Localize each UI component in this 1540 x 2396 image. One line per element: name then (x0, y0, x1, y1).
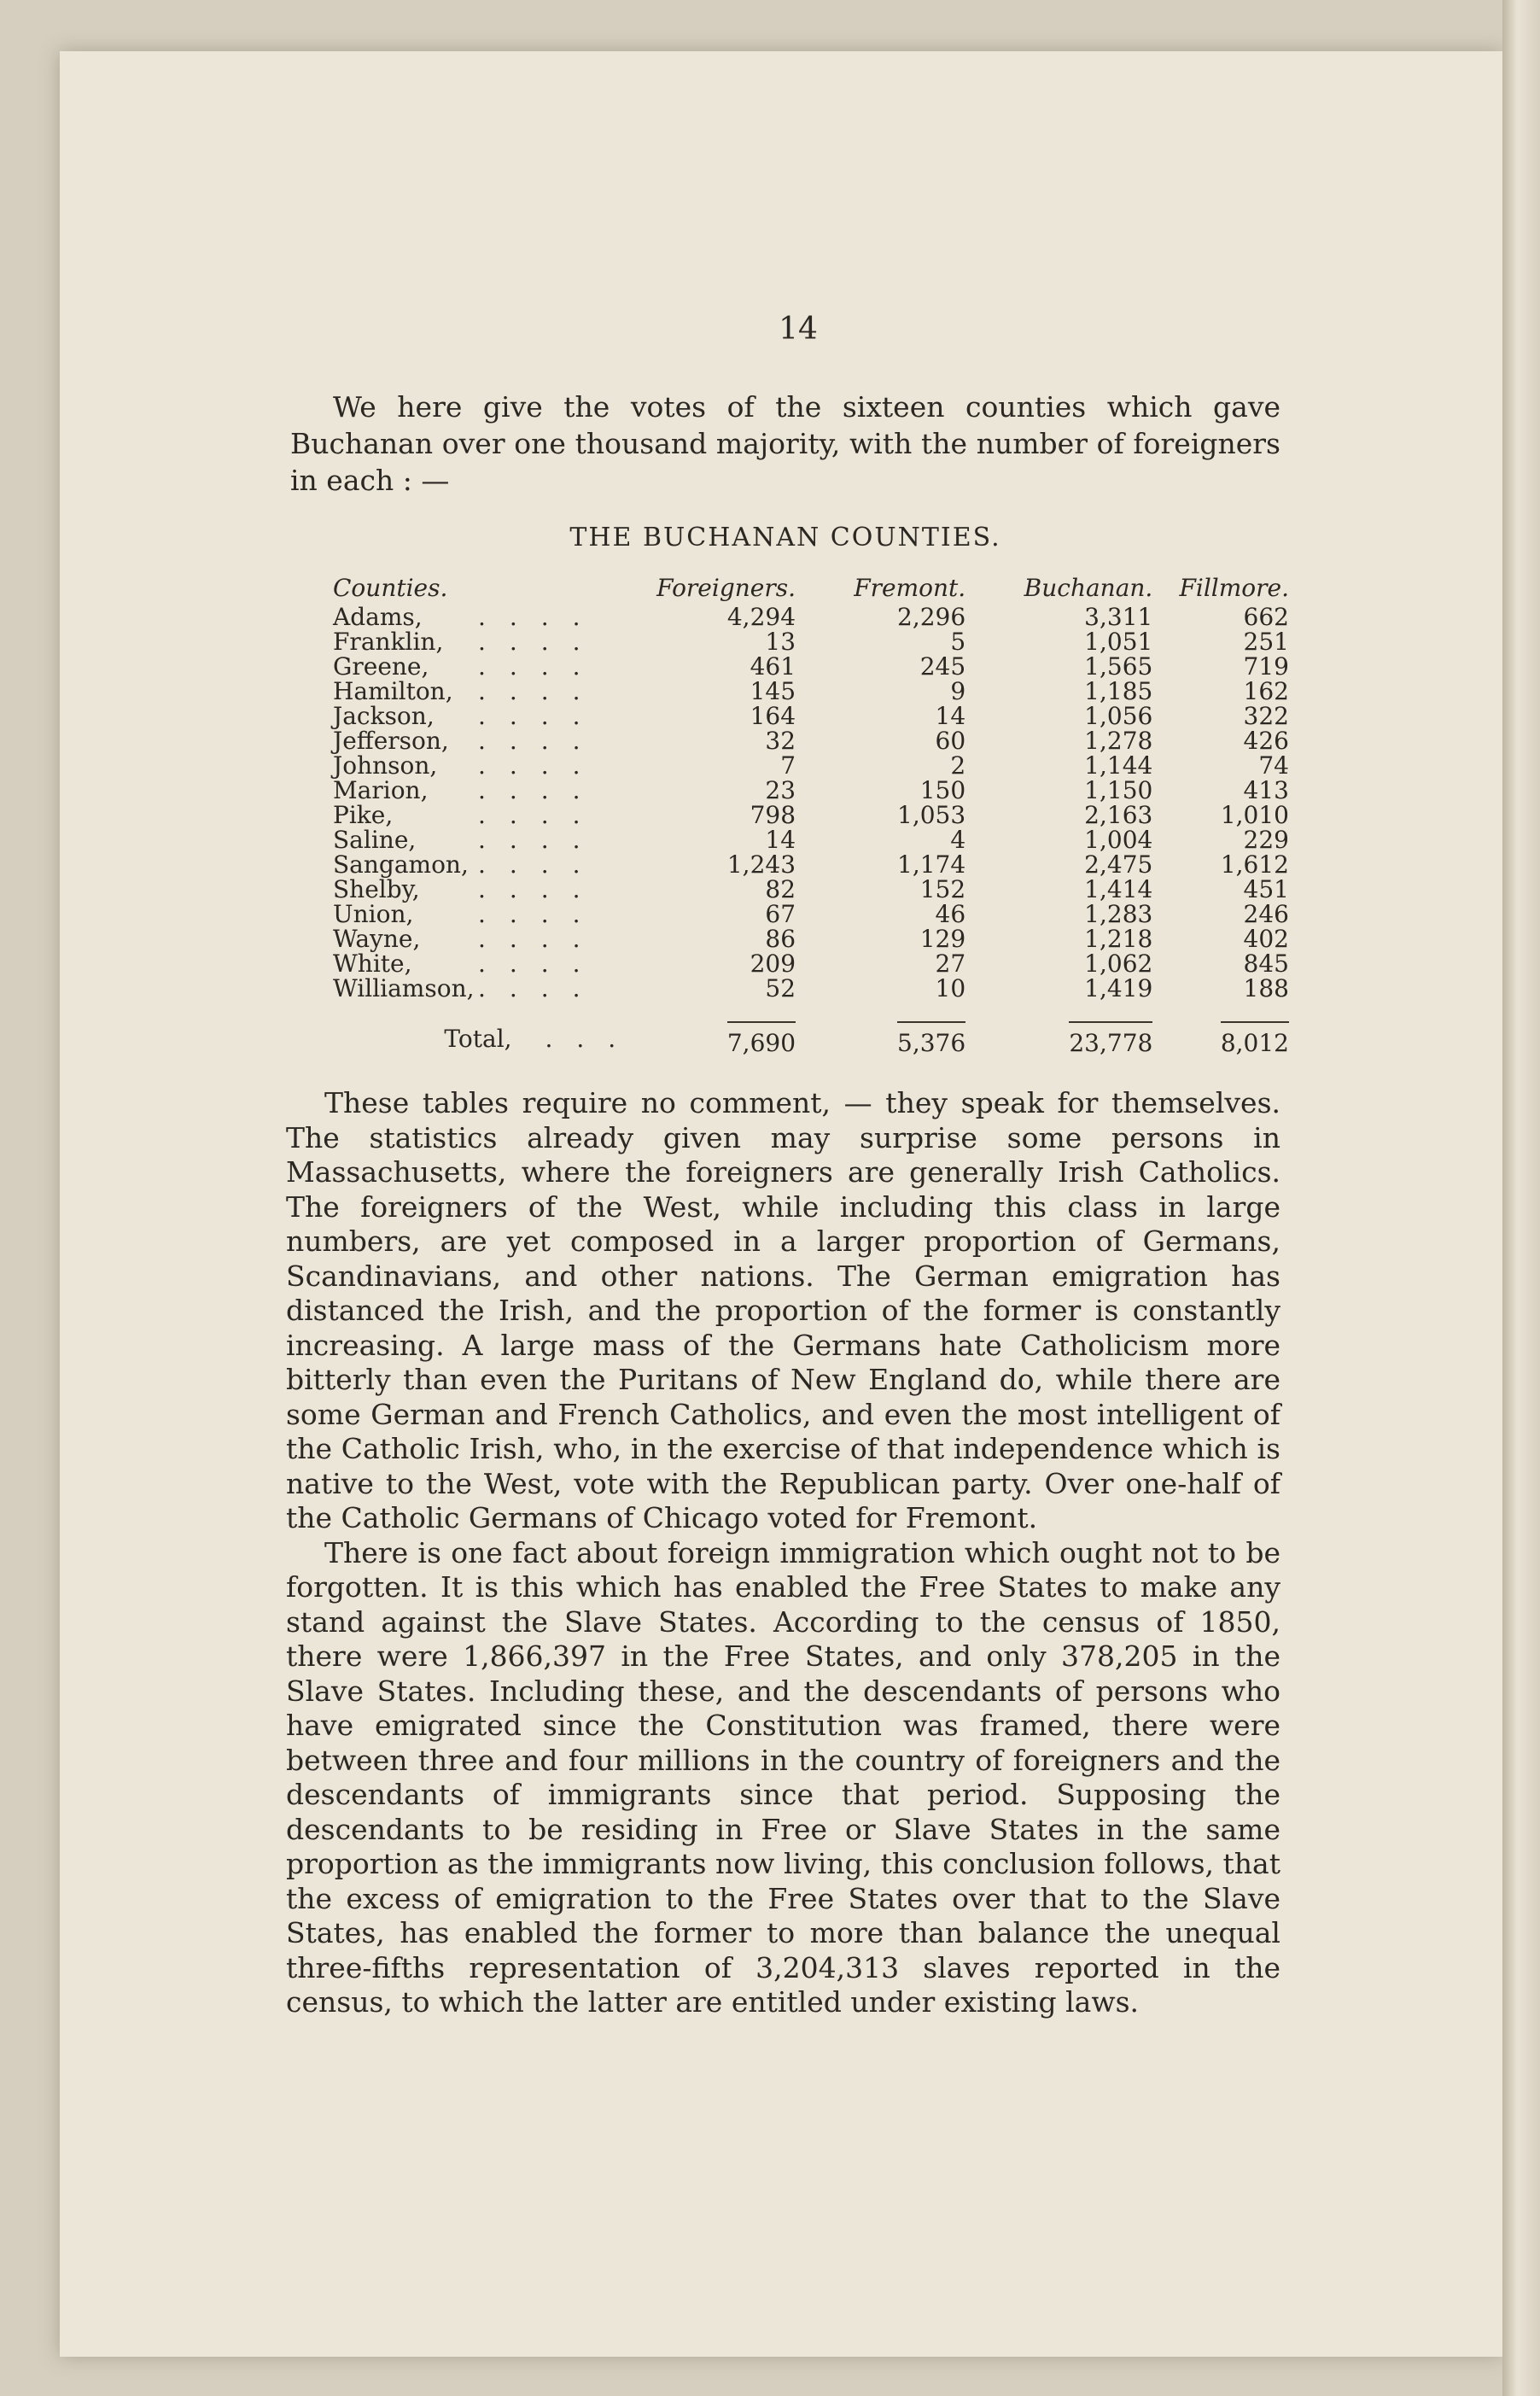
fillmore-cell: 246 (1243, 900, 1289, 928)
county-cell: Johnson, (333, 751, 438, 780)
dot-leader: .... (477, 677, 604, 705)
fillmore-cell: 662 (1243, 603, 1289, 631)
fillmore-cell: 719 (1243, 652, 1289, 681)
table-row (333, 951, 1289, 976)
dot-leader: .... (477, 702, 604, 730)
foreigners-cell: 209 (750, 950, 796, 978)
table-row (333, 877, 1289, 902)
dot-leader: .... (477, 850, 604, 879)
buchanan-cell: 1,565 (1084, 652, 1153, 681)
foreigners-cell: 32 (765, 727, 796, 755)
foreigners-cell: 13 (765, 628, 796, 656)
foreigners-cell: 67 (765, 900, 796, 928)
dot-leader: .... (477, 974, 604, 1002)
book-spine (1502, 0, 1540, 2396)
foreigners-cell: 164 (750, 702, 796, 730)
fillmore-cell: 1,010 (1220, 801, 1289, 829)
dot-leader: .... (477, 801, 604, 829)
header-spacer (478, 570, 656, 605)
header-counties: Counties. (333, 573, 448, 602)
total-fillmore: 8,012 (1221, 1021, 1289, 1057)
table-body (333, 605, 1289, 1001)
table-row (333, 704, 1289, 728)
buchanan-cell: 2,163 (1084, 801, 1153, 829)
page-number: 14 (779, 312, 818, 347)
table-title: THE BUCHANAN COUNTIES. (569, 523, 1001, 552)
buchanan-cell: 1,278 (1084, 727, 1153, 755)
dot-leader: .... (477, 950, 604, 978)
buchanan-cell: 1,051 (1084, 628, 1153, 656)
fillmore-cell: 402 (1243, 925, 1289, 953)
foreigners-cell: 23 (765, 776, 796, 804)
foreigners-cell: 461 (750, 652, 796, 681)
intro-paragraph: We here give the votes of the sixteen counties which gave Buchanan over one thousand majority, with the number of foreigners in each : — (290, 390, 1280, 497)
dot-leader: .... (477, 925, 604, 953)
foreigners-cell: 52 (765, 974, 796, 1002)
county-cell: Sangamon, (333, 850, 469, 879)
fillmore-cell: 845 (1243, 950, 1289, 978)
dot-leader: .... (477, 776, 604, 804)
fillmore-cell: 188 (1243, 974, 1289, 1002)
dot-leader: .... (477, 900, 604, 928)
foreigners-cell: 82 (765, 875, 796, 903)
table-row (333, 753, 1289, 778)
foreigners-cell: 145 (750, 677, 796, 705)
county-cell: Wayne, (333, 925, 421, 953)
table-header-row (333, 570, 1289, 605)
paragraph-immigration: There is one fact about foreign immigration which ought not to be forgotten. It is this which has enabled the Free States to make any stand against the Slave States. According to the census of 1850, there were 1,866,397 in the Free States, and only 378,205 in the Slave States. Including these, and the descendants of persons who have emigrated since the Constitution was framed, there were between three and four millions in the country of foreigners and the descendants of immigrants since that period. Supposing the descendants to be residing in Free or Slave States in the same proportion as the immigrants now living, this conclusion follows, that the excess of emigration to the Free States over that to the Slave States, has enabled the former to more than balance the unequal three-fifths representation of 3,204,313 slaves reported in the census, to which the latter are entitled under existing laws. (286, 1535, 1280, 2019)
dot-leader: .... (477, 826, 604, 854)
fillmore-cell: 1,612 (1220, 850, 1289, 879)
total-buchanan: 23,778 (1069, 1021, 1152, 1057)
fillmore-cell: 74 (1258, 751, 1289, 780)
foreigners-cell: 1,243 (726, 850, 796, 879)
table-row (333, 803, 1289, 827)
total-label: Total, (444, 1025, 512, 1053)
total-dots: ... (545, 1025, 640, 1053)
county-cell: Adams, (333, 603, 423, 631)
fremont-cell: 14 (935, 702, 966, 730)
fillmore-cell: 162 (1243, 677, 1289, 705)
foreigners-cell: 86 (765, 925, 796, 953)
county-cell: Hamilton, (333, 677, 453, 705)
fremont-cell: 150 (919, 776, 966, 804)
fremont-cell: 46 (935, 900, 966, 928)
buchanan-cell: 1,062 (1084, 950, 1153, 978)
county-cell: Shelby, (333, 875, 420, 903)
table-row (333, 902, 1289, 926)
fremont-cell: 245 (919, 652, 966, 681)
dot-leader: .... (477, 652, 604, 681)
table-row (333, 976, 1289, 1001)
foreigners-cell: 7 (780, 751, 796, 780)
fremont-cell: 152 (919, 875, 966, 903)
table-row (333, 926, 1289, 951)
fremont-cell: 10 (935, 974, 966, 1002)
county-cell: Williamson, (333, 974, 475, 1002)
fillmore-cell: 251 (1243, 628, 1289, 656)
county-cell: Jefferson, (333, 727, 449, 755)
buchanan-cell: 1,283 (1084, 900, 1153, 928)
fillmore-cell: 229 (1243, 826, 1289, 854)
fremont-cell: 9 (950, 677, 966, 705)
votes-table (333, 570, 1289, 1057)
header-fillmore: Fillmore. (1179, 573, 1289, 602)
table-row (333, 679, 1289, 704)
dot-leader: .... (477, 875, 604, 903)
table-row (333, 827, 1289, 852)
fremont-cell: 1,174 (897, 850, 966, 879)
total-fremont: 5,376 (897, 1021, 965, 1057)
county-cell: White, (333, 950, 412, 978)
fillmore-cell: 322 (1243, 702, 1289, 730)
dot-leader: .... (477, 751, 604, 780)
buchanan-cell: 1,218 (1084, 925, 1153, 953)
county-cell: Union, (333, 900, 414, 928)
buchanan-cell: 1,056 (1084, 702, 1153, 730)
buchanan-cell: 3,311 (1084, 603, 1153, 631)
county-cell: Jackson, (333, 702, 435, 730)
total-row (333, 1001, 1289, 1057)
body-text (286, 1086, 1280, 2020)
fillmore-cell: 413 (1243, 776, 1289, 804)
buchanan-cell: 1,419 (1084, 974, 1153, 1002)
paragraph-commentary: These tables require no comment, — they speak for themselves. The statistics already given may surprise some persons in Massachusetts, where the foreigners are generally Irish Catholics. The foreigners of the West, while including this class in large numbers, are yet composed in a larger proportion of Germans, Scandinavians, and other nations. The German emigration has distanced the Irish, and the proportion of the former is constantly increasing. A large mass of the Germans hate Catholicism more bitterly than even the Puritans of New England do, while there are some German and French Catholics, and even the most intelligent of the Catholic Irish, who, in the exercise of that independence which is native to the West, vote with the Republican party. Over one-half of the Catholic Germans of Chicago voted for Fremont. (286, 1086, 1280, 1534)
header-foreigners: Foreigners. (656, 573, 796, 602)
table-row (333, 778, 1289, 803)
fremont-cell: 4 (950, 826, 966, 854)
dot-leader: .... (477, 603, 604, 631)
fillmore-cell: 426 (1243, 727, 1289, 755)
county-cell: Franklin, (333, 628, 444, 656)
county-cell: Greene, (333, 652, 429, 681)
fremont-cell: 2 (950, 751, 966, 780)
header-buchanan: Buchanan. (1024, 573, 1153, 602)
buchanan-cell: 1,144 (1084, 751, 1153, 780)
fremont-cell: 1,053 (897, 801, 966, 829)
table-row (333, 629, 1289, 654)
buchanan-cell: 1,150 (1084, 776, 1153, 804)
dot-leader: .... (477, 628, 604, 656)
county-cell: Saline, (333, 826, 417, 854)
total-foreigners: 7,690 (727, 1021, 796, 1057)
fremont-cell: 27 (935, 950, 966, 978)
fremont-cell: 5 (950, 628, 966, 656)
fremont-cell: 129 (919, 925, 966, 953)
table-row (333, 852, 1289, 877)
foreigners-cell: 14 (765, 826, 796, 854)
fremont-cell: 60 (935, 727, 966, 755)
table-row (333, 605, 1289, 629)
table-row (333, 654, 1289, 679)
table-row (333, 728, 1289, 753)
fillmore-cell: 451 (1243, 875, 1289, 903)
dot-leader: .... (477, 727, 604, 755)
foreigners-cell: 798 (750, 801, 796, 829)
buchanan-cell: 1,004 (1084, 826, 1153, 854)
county-cell: Marion, (333, 776, 429, 804)
foreigners-cell: 4,294 (726, 603, 796, 631)
buchanan-cell: 2,475 (1084, 850, 1153, 879)
header-fremont: Fremont. (854, 573, 966, 602)
fremont-cell: 2,296 (897, 603, 966, 631)
buchanan-cell: 1,185 (1084, 677, 1153, 705)
county-cell: Pike, (333, 801, 394, 829)
buchanan-cell: 1,414 (1084, 875, 1153, 903)
